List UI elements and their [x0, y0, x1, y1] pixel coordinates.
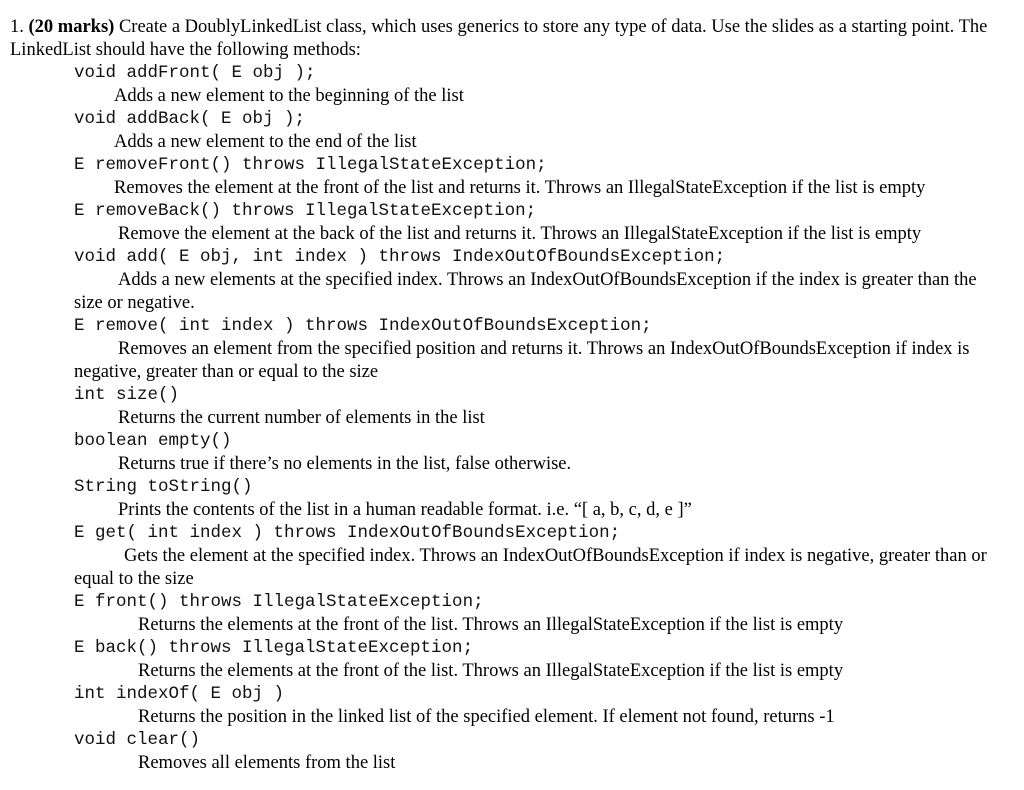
method-description: Adds a new element to the end of the list	[114, 132, 417, 152]
method-signature: void add( E obj, int index ) throws IndexOutOfBoundsException;	[74, 247, 726, 267]
method-signature: E get( int index ) throws IndexOutOfBoundsException;	[74, 523, 621, 543]
method-description: Returns the elements at the front of the list. Throws an IllegalStateException if the list is empty	[138, 661, 844, 681]
method-description: Adds a new elements at the specified index. Throws an IndexOutOfBoundsException if the index is greater than the size or negative.	[74, 270, 977, 313]
method-signature: boolean empty()	[74, 431, 232, 451]
question-text: Create a DoublyLinkedList class, which uses generics to store any type of data. Use the slides as a starting point. The LinkedList should have the following methods:	[10, 17, 988, 60]
assignment-document	[10, 16, 1014, 775]
method-description: Adds a new element to the beginning of the list	[114, 86, 464, 106]
method-signature: void addFront( E obj );	[74, 63, 316, 83]
method-signature: int size()	[74, 385, 180, 405]
method-description: Returns the position in the linked list of the specified element. If element not found, returns -1	[138, 707, 835, 727]
question-number: 1.	[10, 17, 24, 37]
method-signature: int indexOf( E obj )	[74, 684, 285, 704]
method-description: Returns the elements at the front of the list. Throws an IllegalStateException if the list is empty	[138, 615, 844, 635]
method-signature: E back() throws IllegalStateException;	[74, 638, 474, 658]
method-description: Remove the element at the back of the list and returns it. Throws an IllegalStateException if the list is empty	[118, 224, 922, 244]
method-signature: E remove( int index ) throws IndexOutOfBoundsException;	[74, 316, 652, 336]
question-marks: (20 marks)	[28, 17, 115, 37]
method-signature: E removeBack() throws IllegalStateException;	[74, 201, 537, 221]
method-signature: String toString()	[74, 477, 253, 497]
method-description: Returns true if there’s no elements in the list, false otherwise.	[118, 454, 572, 474]
method-description: Removes an element from the specified position and returns it. Throws an IndexOutOfBoundsException if index is negative, greater than or equal to the size	[74, 339, 970, 382]
method-signature: void addBack( E obj );	[74, 109, 306, 129]
method-signature: E removeFront() throws IllegalStateException;	[74, 155, 547, 175]
method-description: Returns the current number of elements in the list	[118, 408, 485, 428]
question-intro	[10, 16, 1014, 62]
method-description: Gets the element at the specified index. Throws an IndexOutOfBoundsException if index is negative, greater than or equal to the size	[74, 546, 987, 589]
method-description: Removes all elements from the list	[138, 753, 396, 773]
method-list	[74, 62, 1014, 775]
method-description: Removes the element at the front of the list and returns it. Throws an IllegalStateException if the list is empty	[114, 178, 926, 198]
method-description: Prints the contents of the list in a human readable format. i.e. “[ a, b, c, d, e ]”	[118, 500, 692, 520]
method-signature: void clear()	[74, 730, 201, 750]
method-signature: E front() throws IllegalStateException;	[74, 592, 484, 612]
